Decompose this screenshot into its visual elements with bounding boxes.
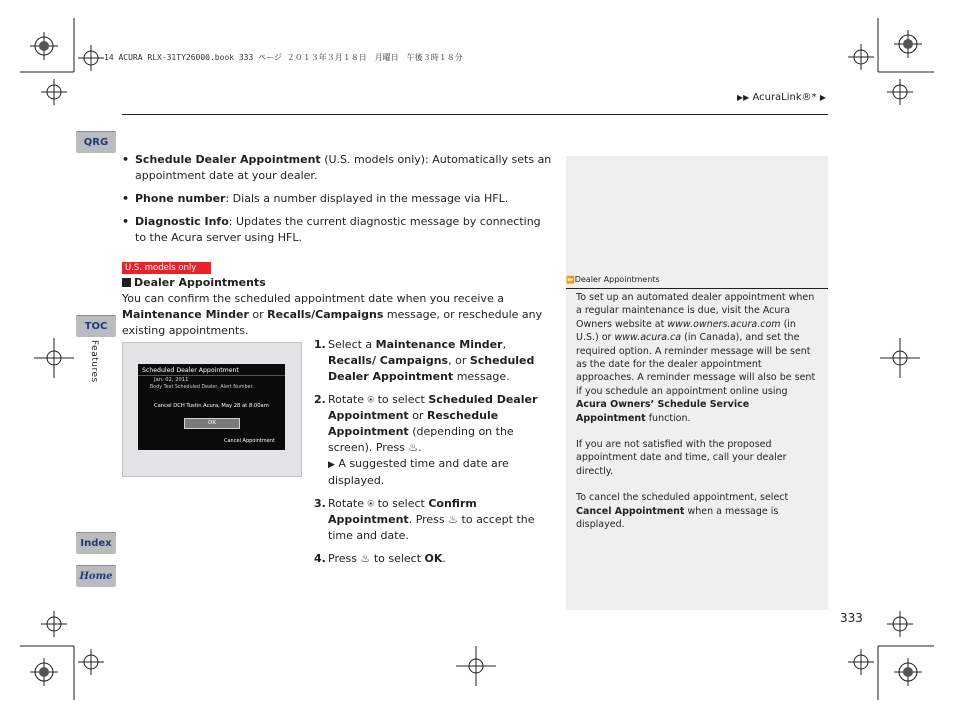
press-selector-icon: ♨	[448, 513, 459, 526]
intro-text: You can confirm the scheduled appointment date when you receive a	[122, 292, 504, 305]
step-text: to select	[374, 497, 429, 510]
step-text: to select	[370, 552, 425, 565]
intro-text: or	[248, 308, 268, 321]
file-info-header: 14 ACURA RLX-31TY26000.book 333 ページ ２０１３年３月１８日 月曜日 午後３時１８分	[104, 53, 463, 62]
step-result	[328, 456, 554, 489]
step-number: 2.	[314, 393, 326, 406]
press-selector-icon: ♨	[408, 441, 419, 454]
step-number: 1.	[314, 338, 326, 351]
step-text: ,	[502, 338, 507, 351]
breadcrumb-arrows-icon: ▶▶	[736, 93, 750, 102]
step-text: .	[418, 441, 422, 454]
step-number: 4.	[314, 552, 326, 565]
bullet-term: Diagnostic Info	[135, 215, 229, 228]
intro-term: Maintenance Minder	[122, 308, 249, 321]
note-text: when a message is displayed.	[576, 505, 779, 531]
home-button[interactable]: Home	[76, 565, 116, 587]
step-text: . Press	[408, 513, 449, 526]
heading-square-icon	[122, 278, 131, 287]
section-side-label: Features	[89, 340, 99, 383]
breadcrumb-end-arrow-icon: ▶	[819, 93, 826, 102]
notes-heading-text: Dealer Appointments	[574, 275, 660, 284]
screen-date: Jan. 02, 2011	[154, 377, 189, 383]
bullet-text: : Dials a number displayed in the message via HFL.	[225, 192, 509, 205]
step-term: Recalls/ Campaigns	[328, 354, 449, 367]
qrg-button[interactable]: QRG	[76, 131, 116, 153]
bullet-term: Phone number	[135, 192, 226, 205]
step-text: to select	[374, 393, 429, 406]
notes-heading	[566, 274, 828, 289]
index-button[interactable]: Index	[76, 532, 116, 554]
double-arrow-icon: ⏩	[566, 276, 575, 284]
breadcrumb[interactable]	[737, 92, 826, 103]
step-1	[314, 337, 554, 385]
press-selector-icon: ♨	[360, 552, 371, 565]
note-text: (in Canada), and set the required option. A reminder message will be sent as the date for the dealer appointment approaches. A reminder message will also be sent if you schedule an appointment online using	[576, 332, 816, 397]
step-text: to accept the time and date.	[328, 513, 535, 542]
bullet-term: Schedule Dealer Appointment	[135, 153, 321, 166]
step-text: Rotate	[328, 497, 368, 510]
step-text: , or	[448, 354, 470, 367]
step-text: message.	[453, 370, 510, 383]
step-term: Scheduled Dealer Appointment	[328, 354, 535, 383]
step-term: Scheduled Dealer Appointment	[328, 393, 538, 422]
step-2	[314, 392, 554, 489]
screen-title-divider	[138, 375, 285, 376]
step-text: Select a	[328, 338, 376, 351]
intro-term: Recalls/Campaigns	[267, 308, 384, 321]
screen-message: Cancel DCH Tustin Acura, May 28 at 8:00am	[154, 403, 269, 409]
us-models-badge: U.S. models only	[122, 262, 211, 274]
step-text: (depending on the screen). Press	[328, 425, 514, 454]
step-3	[314, 496, 554, 544]
note-text: function.	[645, 412, 691, 424]
step-term: Reschedule Appointment	[328, 409, 499, 438]
interface-dial-icon: ⍟	[367, 497, 375, 510]
note-paragraph	[576, 291, 820, 425]
section-intro	[122, 291, 552, 339]
bullet-text: (U.S. models only): Automatically sets an appointment date at your dealer.	[135, 153, 552, 182]
step-text: .	[442, 552, 446, 565]
note-url[interactable]: www.acura.ca	[614, 332, 682, 344]
note-term: Cancel Appointment	[576, 505, 685, 517]
procedure-steps	[314, 337, 554, 574]
step-term: Maintenance Minder	[375, 338, 503, 351]
section-heading-text: Dealer Appointments	[134, 276, 266, 289]
list-item	[122, 152, 552, 184]
screen-ok-button: OK	[184, 418, 240, 429]
header-rule	[122, 114, 828, 115]
note-term: Acura Owners’ Schedule Service Appointment	[576, 399, 750, 424]
step-text: Press	[328, 552, 361, 565]
step-term: Confirm Appointment	[328, 497, 477, 526]
step-text: or	[408, 409, 427, 422]
toc-button[interactable]: TOC	[76, 315, 116, 337]
result-text: A suggested time and date are displayed.	[328, 457, 509, 487]
note-text: To set up an automated dealer appointment when a regular maintenance is due, visit the Acura Owners website at	[576, 292, 815, 330]
option-bullet-list	[122, 152, 552, 253]
screen-illustration	[138, 364, 285, 450]
screen-title: Scheduled Dealer Appointment	[142, 367, 239, 374]
list-item	[122, 191, 552, 207]
page-number: 333	[840, 611, 863, 625]
breadcrumb-label[interactable]: AcuraLink®*	[752, 92, 817, 103]
screen-cancel-appointment: Cancel Appointment	[224, 438, 275, 444]
list-item	[122, 214, 552, 246]
note-url[interactable]: www.owners.acura.com	[667, 318, 781, 330]
note-text: To cancel the scheduled appointment, select	[576, 492, 789, 504]
intro-text: message, or reschedule any existing appointments.	[122, 308, 543, 337]
interface-dial-icon: ⍟	[367, 393, 375, 406]
result-arrow-icon: ▶	[328, 460, 335, 470]
notes-body	[576, 291, 820, 545]
step-4	[314, 551, 554, 567]
bullet-text: : Updates the current diagnostic message by connecting to the Acura server using HFL.	[135, 215, 541, 244]
step-term: OK	[424, 552, 443, 565]
note-paragraph	[576, 491, 820, 531]
section-heading	[122, 276, 266, 289]
note-text: (in U.S.) or	[576, 318, 796, 344]
step-text: Rotate	[328, 393, 368, 406]
note-paragraph: If you are not satisfied with the proposed appointment date and time, call your dealer directly.	[576, 439, 787, 477]
screen-subtext: Body Text Scheduled Dealer, Alert Number.	[150, 385, 254, 390]
step-number: 3.	[314, 497, 326, 510]
